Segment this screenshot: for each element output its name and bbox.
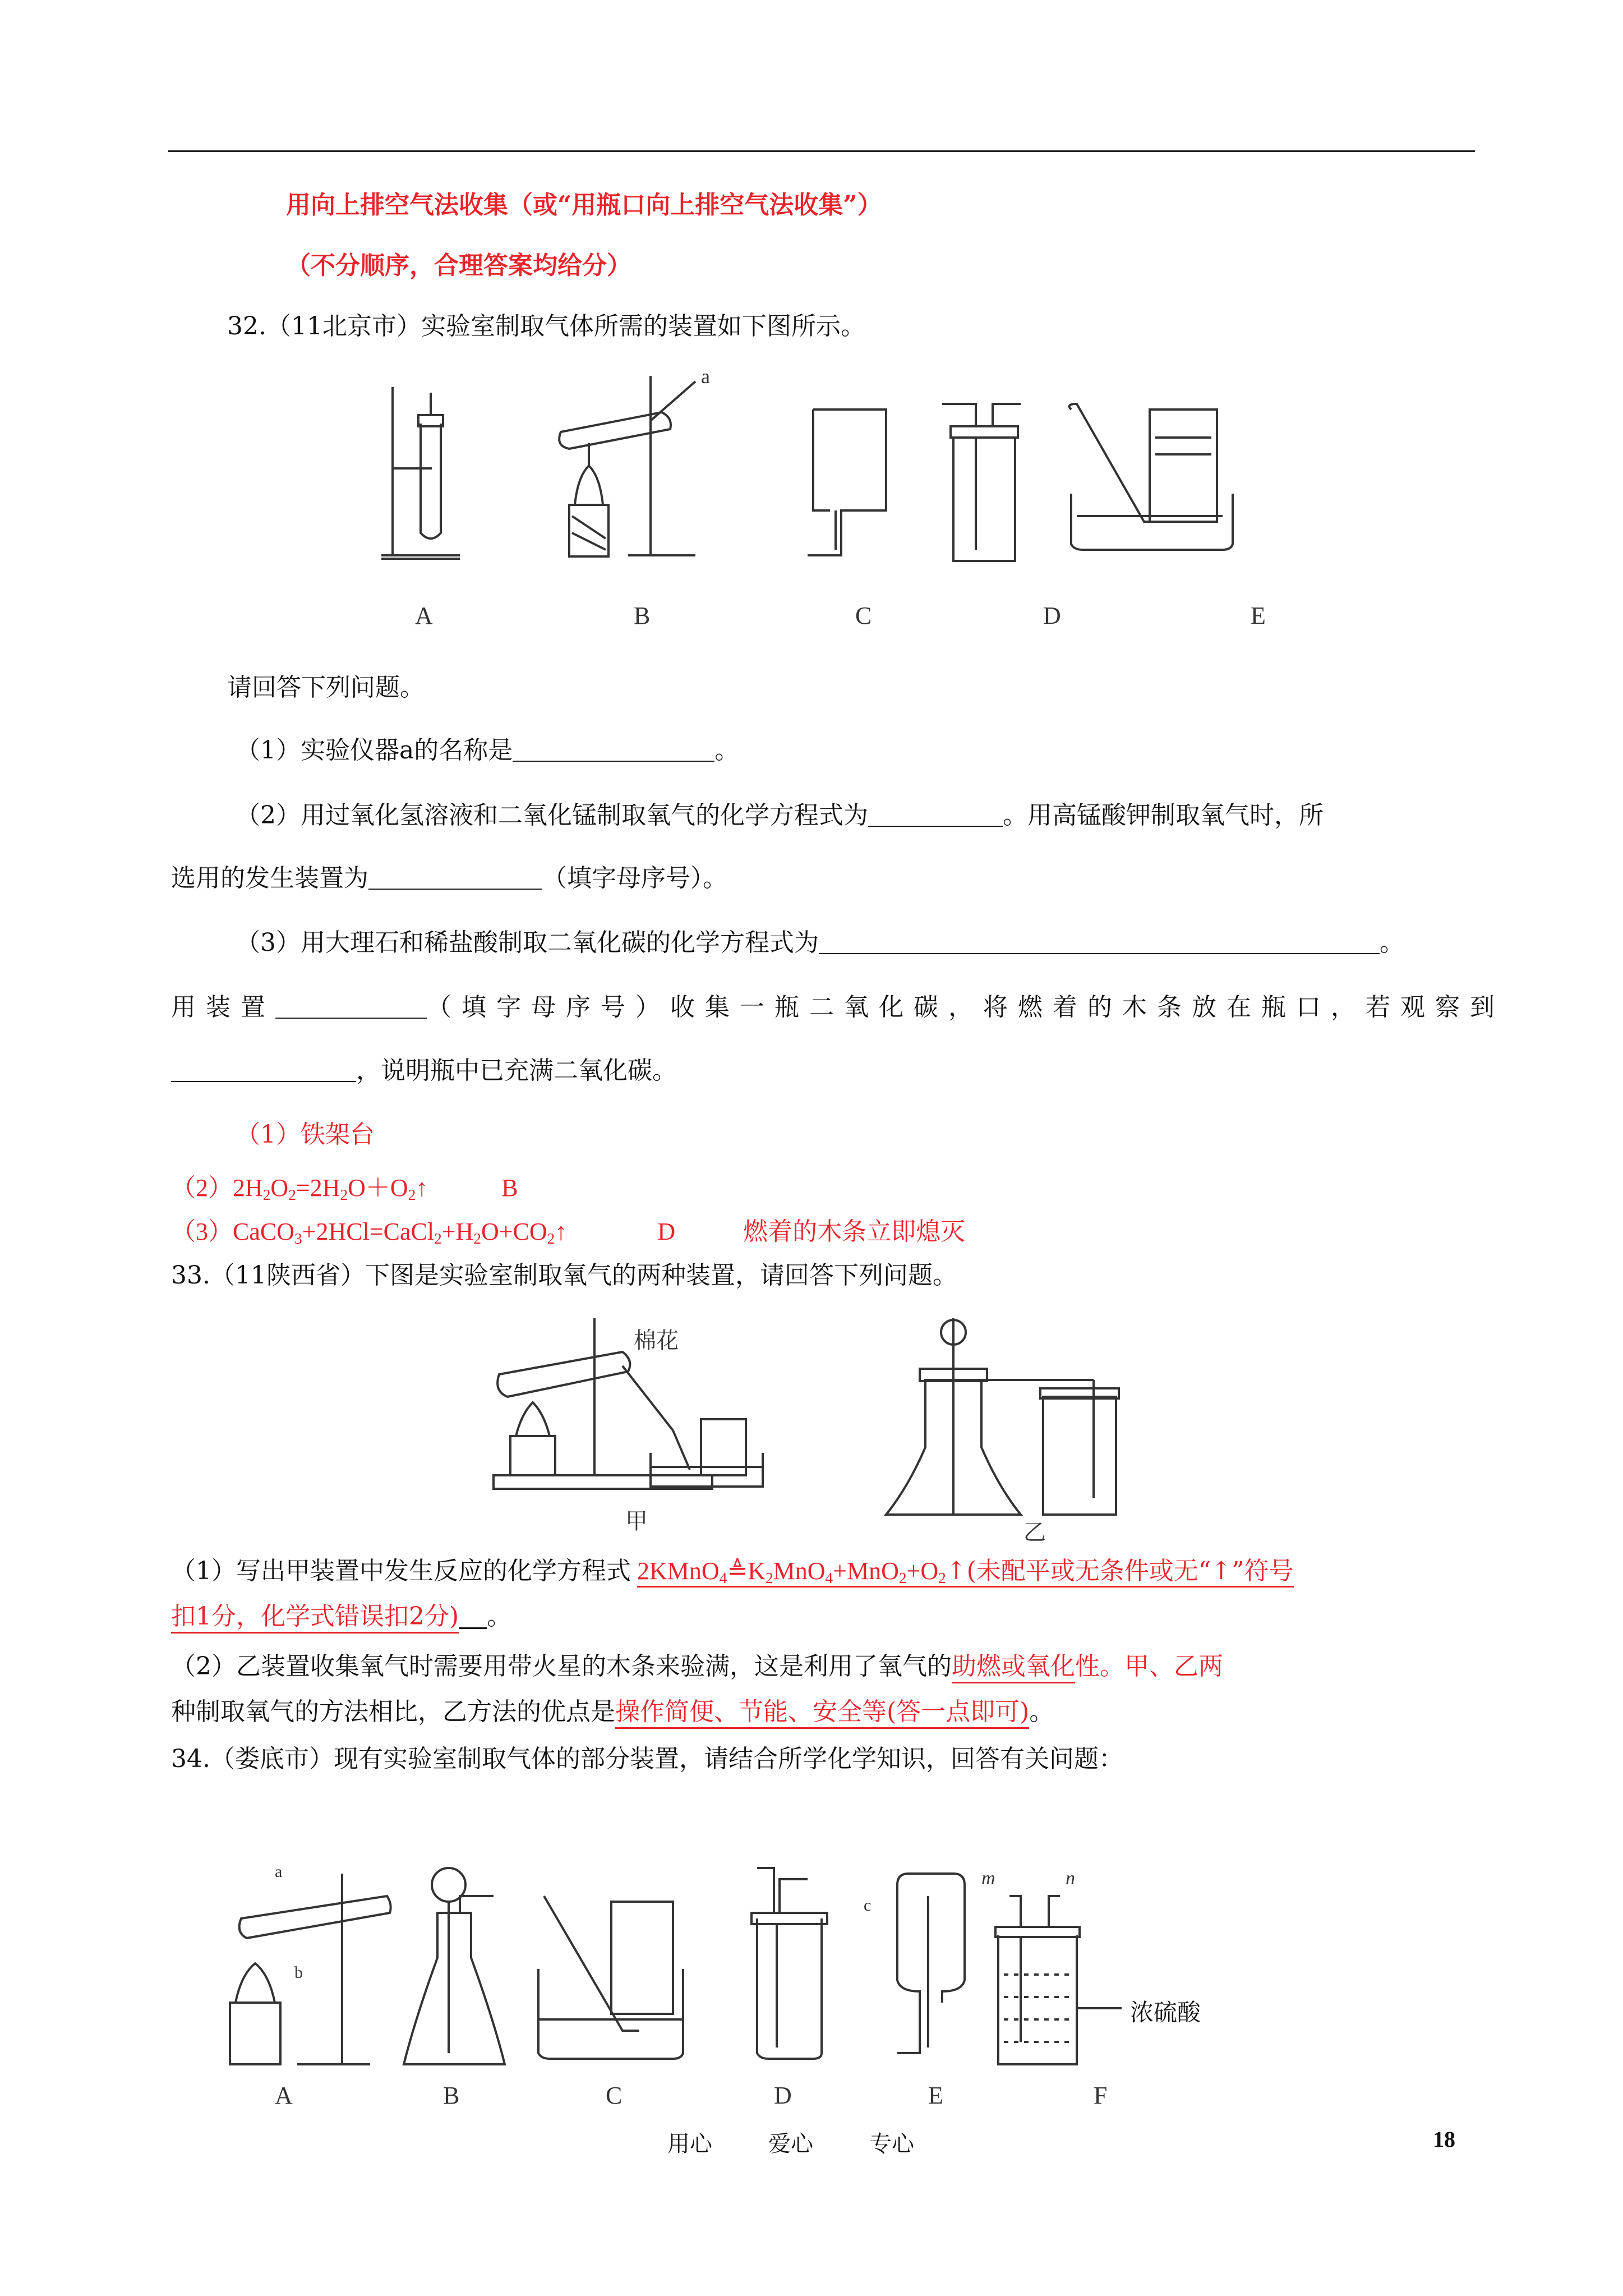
a32-3-sub-2: 2 — [434, 1230, 442, 1247]
q32-3-text-e: ，说明瓶中已充满二氧化碳。 — [356, 1056, 677, 1085]
q33-1-sub-5: 2 — [938, 1569, 946, 1586]
q33-2-text-b: 性。甲、乙两 — [1075, 1652, 1223, 1681]
q33-2-text-c: 种制取氧气的方法相比，乙方法的优点是 — [171, 1697, 615, 1726]
a32-2-sub-4: 2 — [408, 1186, 416, 1203]
fig34-part-b: b — [294, 1963, 303, 1982]
figure-34-drawing — [224, 1862, 1312, 2109]
question-32-part-2-cont — [171, 864, 727, 894]
answer-32-3 — [171, 1217, 965, 1248]
a32-2-sub-2: 2 — [288, 1186, 296, 1203]
fig32-label-b: B — [634, 602, 651, 629]
a32-3-eq-2: +2HCl=CaCl — [302, 1218, 435, 1245]
q33-2-text: （2）乙装置收集氧气时需要用带火星的木条来验满，这是利用了氧气的 — [171, 1652, 952, 1681]
fig32-label-a: A — [415, 602, 433, 629]
a32-3-sub-1: 3 — [294, 1230, 302, 1247]
footer-slogan-1: 用心 — [667, 2131, 712, 2157]
figure-32-apparatus — [348, 365, 1368, 639]
a32-2-sub-3: 2 — [340, 1186, 348, 1203]
fig34-part-c: c — [864, 1896, 872, 1915]
a32-2-eq-4: O＋O — [348, 1174, 408, 1202]
q32-2-blank-1[interactable] — [868, 804, 1003, 827]
q32-3-text-d: （填字母序号）收集一瓶二氧化碳，将燃着的木条放在瓶口，若观察到 — [427, 993, 1505, 1022]
q33-1-eq-1: 2KMnO — [637, 1557, 720, 1585]
fig32-part-a: a — [701, 365, 710, 388]
footer-slogan-3: 专心 — [869, 2131, 914, 2157]
q33-1-text: （1）写出甲装置中发生反应的化学方程式 — [171, 1557, 631, 1585]
q33-1-eq-2: K — [748, 1557, 766, 1585]
a32-2-answer: B — [501, 1174, 518, 1202]
question-33-part-2-cont — [171, 1697, 1054, 1727]
a32-3-arrow: ↑ — [555, 1218, 568, 1245]
q33-2-answer: 助燃或氧化 — [952, 1652, 1075, 1683]
q32-3-blank-3[interactable] — [171, 1060, 356, 1082]
fig34-label-e: E — [928, 2082, 943, 2109]
a32-3-eq-3: +H — [441, 1218, 474, 1245]
q33-1-end: 。 — [487, 1602, 512, 1631]
answer-31-line-1: 用向上排空气法收集（或“用瓶口向上排空气法收集”） — [286, 191, 882, 219]
q32-1-end: 。 — [714, 736, 740, 765]
a32-2-eq-2: O — [270, 1174, 289, 1202]
question-33-stem: 33.（11陕西省）下图是实验室制取氧气的两种装置，请回答下列问题。 — [171, 1261, 957, 1290]
question-33-part-2 — [171, 1652, 1223, 1682]
fig34-part-m: m — [981, 1868, 995, 1889]
fig34-label-b: B — [443, 2082, 460, 2109]
q32-3-text-c: 用装置 — [171, 993, 275, 1022]
q33-1-note: ↑(未配平或无条件或无“↑”符号 — [946, 1557, 1294, 1585]
fig33-cotton-label: 棉花 — [634, 1328, 679, 1354]
q32-2-text-c: 选用的发生装置为 — [171, 864, 368, 892]
q33-1-sub-4: 2 — [898, 1569, 907, 1586]
q33-1-eq-5: +O — [906, 1557, 939, 1585]
question-32-part-3-cont — [171, 993, 1505, 1023]
q33-1-answer — [637, 1557, 1294, 1588]
figure-32-drawing — [348, 370, 1368, 639]
q32-2-text-b: 。用高锰酸钾制取氧气时，所 — [1003, 801, 1324, 830]
q32-3-blank-2[interactable] — [275, 996, 427, 1019]
question-33-part-1-cont — [171, 1602, 511, 1632]
q32-2-blank-2[interactable] — [368, 867, 542, 890]
fig34-part-a: a — [275, 1862, 283, 1881]
question-32-part-1 — [236, 736, 739, 766]
a32-2-arrow: ↑ — [416, 1174, 428, 1202]
fig34-label-f: F — [1094, 2082, 1108, 2109]
q32-2-text: （2）用过氧化氢溶液和二氧化锰制取氧气的化学方程式为 — [236, 801, 868, 830]
question-32-part-2 — [236, 801, 1324, 831]
q33-1-eq-3: MnO — [773, 1557, 826, 1585]
page-number: 18 — [1433, 2127, 1455, 2152]
fig33-label-jia: 甲 — [625, 1508, 648, 1534]
fig34-acid-label: 浓硫酸 — [1130, 1999, 1201, 2026]
a32-3-eq-4: O+CO — [481, 1218, 547, 1245]
q32-1-text: （1）实验仪器a的名称是 — [236, 736, 513, 765]
question-34-stem: 34.（娄底市）现有实验室制取气体的部分装置，请结合所学化学知识，回答有关问题： — [171, 1745, 1123, 1773]
footer-slogan-2: 爱心 — [768, 2131, 813, 2157]
a32-3-sub-3: 2 — [473, 1230, 481, 1247]
a32-3-answer-d: D — [657, 1218, 676, 1245]
a32-3-sub-4: 2 — [547, 1230, 555, 1247]
answer-32-2 — [171, 1174, 518, 1204]
question-32-part-3 — [236, 928, 1404, 958]
q33-2-end: 。 — [1029, 1697, 1054, 1726]
q33-1-sub-1: 4 — [719, 1569, 727, 1586]
fig32-label-e: E — [1251, 602, 1266, 629]
fig34-label-a: A — [275, 2082, 293, 2109]
question-32-prompt: 请回答下列问题。 — [227, 673, 425, 702]
figure-34-apparatus — [224, 1862, 1312, 2109]
q33-1-sub-2: 2 — [765, 1569, 773, 1586]
q32-3-end: 。 — [1380, 928, 1404, 957]
answer-31-line-2: （不分顺序，合理答案均给分） — [286, 251, 631, 280]
fig34-label-c: C — [606, 2082, 623, 2109]
q33-1-note-2: 扣1分，化学式错误扣2分) — [171, 1602, 459, 1634]
fig32-label-c: C — [855, 602, 872, 629]
a32-2-eq-1: （2）2H — [171, 1174, 263, 1202]
q32-2-text-d: （填字母序号）。 — [542, 864, 727, 892]
q33-1-underline-tail — [459, 1604, 487, 1629]
fig34-part-n: n — [1066, 1868, 1075, 1889]
figure-33-drawing — [482, 1307, 1155, 1543]
q33-1-heat: ≜ — [727, 1557, 748, 1585]
a32-2-eq-3: =2H — [296, 1174, 340, 1202]
question-33-part-1 — [171, 1557, 1294, 1588]
figure-33-apparatus — [482, 1307, 1155, 1543]
question-32-stem: 32.（11北京市）实验室制取气体所需的装置如下图所示。 — [227, 312, 865, 341]
a32-3-eq-1: （3）CaCO — [171, 1218, 294, 1245]
q32-1-blank[interactable] — [513, 739, 714, 762]
question-32-part-3-cont2 — [171, 1056, 677, 1086]
q33-2-answer-2: 操作简便、节能、安全等(答一点即可) — [615, 1697, 1029, 1729]
fig34-label-d: D — [774, 2082, 792, 2109]
fig33-label-yi: 乙 — [1023, 1520, 1046, 1545]
q32-3-blank-1[interactable] — [819, 932, 1380, 954]
q33-1-eq-4: +MnO — [833, 1557, 899, 1585]
q32-3-text: （3）用大理石和稀盐酸制取二氧化碳的化学方程式为 — [236, 928, 819, 957]
q33-1-sub-3: 4 — [825, 1569, 833, 1586]
a32-3-observation: 燃着的木条立即熄灭 — [743, 1218, 966, 1245]
header-rule — [168, 150, 1475, 152]
fig32-label-d: D — [1043, 602, 1061, 629]
answer-32-1: （1）铁架台 — [236, 1120, 375, 1149]
a32-2-sub-1: 2 — [262, 1186, 271, 1203]
